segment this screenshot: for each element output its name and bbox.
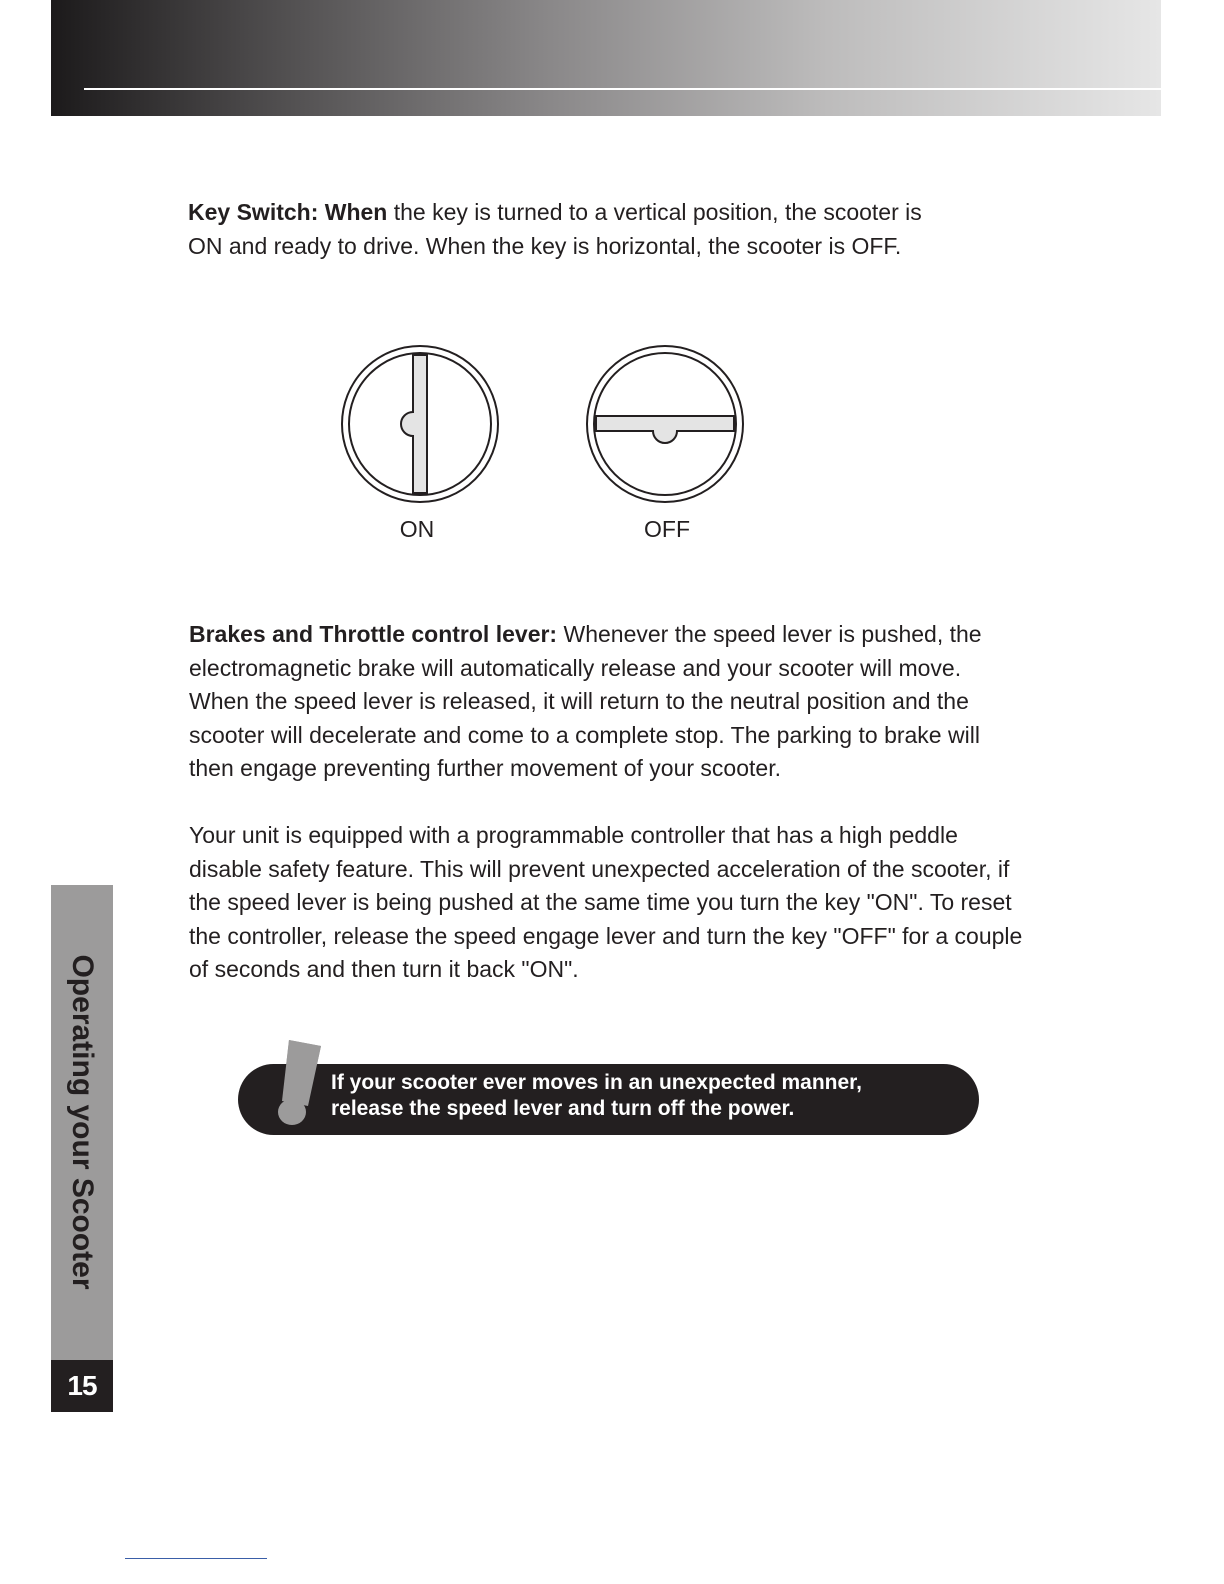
brakes-heading: Brakes and Throttle control lever: [189, 621, 558, 647]
key-off-diagram [583, 342, 747, 506]
warning-line-1: If your scooter ever moves in an unexpected manner, [331, 1071, 863, 1094]
controller-paragraph: Your unit is equipped with a programmable controller that has a high peddle disable safety feature. This will prevent unexpected acceleration of the scooter, if the speed lever is being pushed at the same time you turn the key "ON". To reset the controller, release the speed engage lever and turn the key "OFF" for a couple of seconds and then turn it back "ON". [189, 822, 1023, 983]
key-switch-heading: Key Switch: When [188, 199, 388, 225]
key-switch-text: the key is turned to a vertical position, the scooter is ON and ready to drive. When the key is horizontal, the scooter is OFF. [188, 199, 922, 259]
footer-rule [125, 1558, 267, 1559]
section-title: Operating your Scooter [66, 954, 99, 1290]
brakes-text: Whenever the speed lever is pushed, the electromagnetic brake will automatically release and your scooter will move. When the speed lever is released, it will return to the neutral position and the scooter will decelerate and come to a complete stop. The parking to brake will then engage preventing further movement of your scooter. [189, 621, 982, 782]
warning-line-2: release the speed lever and turn off the power. [331, 1097, 795, 1120]
header-rule [84, 88, 1161, 90]
key-on-diagram [338, 342, 502, 506]
exclamation-icon-overlay [268, 1038, 328, 1134]
off-label: OFF [644, 516, 690, 542]
header-band [51, 0, 1161, 116]
brakes-paragraph [189, 618, 1019, 786]
on-label: ON [399, 516, 435, 542]
warning-text [331, 1070, 971, 1122]
key-switch-paragraph [188, 196, 948, 263]
page-number: 15 [51, 1360, 113, 1412]
